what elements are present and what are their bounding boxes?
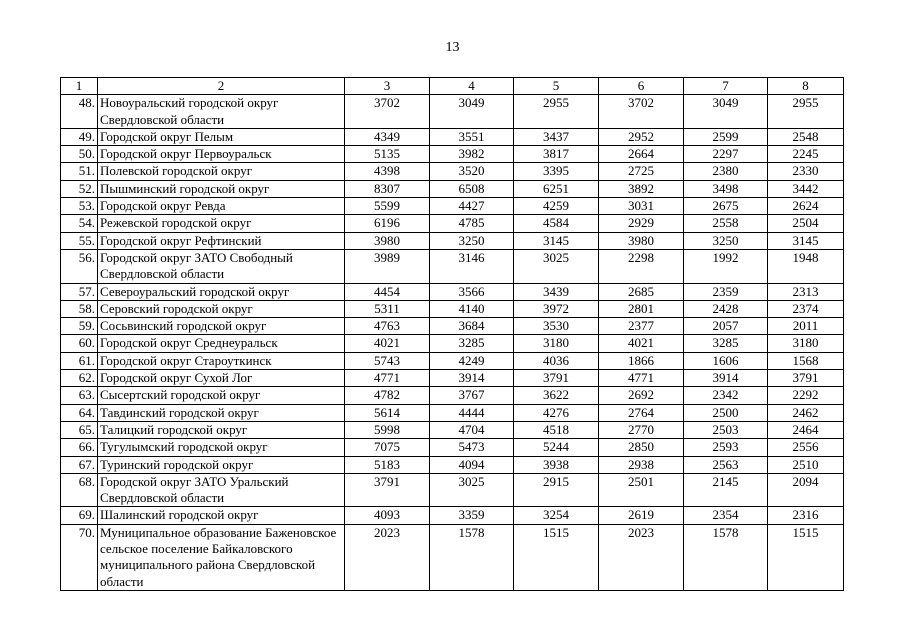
table-row: [61, 163, 844, 180]
value-cell: 2593: [684, 439, 768, 456]
value-cell: 3566: [430, 283, 514, 300]
municipality-name: Муниципальное образование Баженовское сельское поселение Байкаловского муниципального района Свердловской области: [98, 524, 345, 590]
table-row: [61, 439, 844, 456]
column-header: 8: [768, 78, 844, 95]
municipality-name: Городской округ Первоуральск: [98, 146, 345, 163]
row-number: 63.: [61, 387, 98, 404]
municipality-name: Сосьвинский городской округ: [98, 318, 345, 335]
row-number: 50.: [61, 146, 98, 163]
municipality-name: Городской округ Пелым: [98, 128, 345, 145]
value-cell: 2764: [599, 404, 684, 421]
municipality-name: Городской округ Рефтинский: [98, 232, 345, 249]
value-cell: 3791: [514, 370, 599, 387]
value-cell: 3439: [514, 283, 599, 300]
value-cell: 2380: [684, 163, 768, 180]
table-row: [61, 318, 844, 335]
municipality-name: Североуральский городской округ: [98, 283, 345, 300]
value-cell: 3285: [430, 335, 514, 352]
value-cell: 2354: [684, 507, 768, 524]
value-cell: 2501: [599, 473, 684, 507]
value-cell: 4249: [430, 352, 514, 369]
value-cell: 2313: [768, 283, 844, 300]
row-number: 64.: [61, 404, 98, 421]
municipality-name: Городской округ ЗАТО Свободный Свердловской области: [98, 249, 345, 283]
value-cell: 3892: [599, 180, 684, 197]
value-cell: 3031: [599, 198, 684, 215]
value-cell: 3250: [684, 232, 768, 249]
table-row: [61, 249, 844, 283]
value-cell: 2685: [599, 283, 684, 300]
value-cell: 2462: [768, 404, 844, 421]
value-cell: 4771: [345, 370, 430, 387]
municipality-name: Серовский городской округ: [98, 300, 345, 317]
value-cell: 3049: [430, 95, 514, 129]
value-cell: 2023: [599, 524, 684, 590]
row-number: 51.: [61, 163, 98, 180]
column-header: 7: [684, 78, 768, 95]
value-cell: 2504: [768, 215, 844, 232]
row-number: 48.: [61, 95, 98, 129]
value-cell: 2725: [599, 163, 684, 180]
column-header: 1: [61, 78, 98, 95]
value-cell: 2801: [599, 300, 684, 317]
municipality-name: Пышминский городской округ: [98, 180, 345, 197]
value-cell: 2374: [768, 300, 844, 317]
municipality-name: Полевской городской округ: [98, 163, 345, 180]
value-cell: 4444: [430, 404, 514, 421]
value-cell: 3702: [345, 95, 430, 129]
value-cell: 2023: [345, 524, 430, 590]
municipality-name: Режевской городской округ: [98, 215, 345, 232]
value-cell: 3551: [430, 128, 514, 145]
municipality-name: Городской округ Сухой Лог: [98, 370, 345, 387]
value-cell: 2500: [684, 404, 768, 421]
table-row: [61, 283, 844, 300]
value-cell: 3980: [345, 232, 430, 249]
value-cell: 2624: [768, 198, 844, 215]
row-number: 61.: [61, 352, 98, 369]
value-cell: 2245: [768, 146, 844, 163]
value-cell: 2011: [768, 318, 844, 335]
page-number: 13: [445, 40, 460, 55]
table-row: [61, 421, 844, 438]
row-number: 70.: [61, 524, 98, 590]
table-row: [61, 232, 844, 249]
table-row: [61, 300, 844, 317]
row-number: 55.: [61, 232, 98, 249]
table-row: [61, 524, 844, 590]
value-cell: 3622: [514, 387, 599, 404]
value-cell: 2619: [599, 507, 684, 524]
value-cell: 2297: [684, 146, 768, 163]
column-header: 5: [514, 78, 599, 95]
value-cell: 5183: [345, 456, 430, 473]
row-number: 68.: [61, 473, 98, 507]
value-cell: 2377: [599, 318, 684, 335]
row-number: 53.: [61, 198, 98, 215]
value-cell: 1606: [684, 352, 768, 369]
value-cell: 5135: [345, 146, 430, 163]
value-cell: 2556: [768, 439, 844, 456]
value-cell: 2316: [768, 507, 844, 524]
value-cell: 1578: [430, 524, 514, 590]
value-cell: 3254: [514, 507, 599, 524]
value-cell: 4704: [430, 421, 514, 438]
value-cell: 3520: [430, 163, 514, 180]
value-cell: 1578: [684, 524, 768, 590]
value-cell: 1948: [768, 249, 844, 283]
value-cell: 2145: [684, 473, 768, 507]
value-cell: 3702: [599, 95, 684, 129]
value-cell: 5599: [345, 198, 430, 215]
value-cell: 7075: [345, 439, 430, 456]
value-cell: 4276: [514, 404, 599, 421]
value-cell: 3982: [430, 146, 514, 163]
municipality-name: Тавдинский городской округ: [98, 404, 345, 421]
table-row: [61, 456, 844, 473]
table-row: [61, 128, 844, 145]
value-cell: 3684: [430, 318, 514, 335]
value-cell: 5311: [345, 300, 430, 317]
value-cell: 2955: [768, 95, 844, 129]
value-cell: 4036: [514, 352, 599, 369]
municipality-name: Туринский городской округ: [98, 456, 345, 473]
table-row: [61, 146, 844, 163]
table-body: [61, 95, 844, 591]
value-cell: 3359: [430, 507, 514, 524]
value-cell: 2675: [684, 198, 768, 215]
value-cell: 2558: [684, 215, 768, 232]
value-cell: 3025: [514, 249, 599, 283]
value-cell: 2342: [684, 387, 768, 404]
row-number: 69.: [61, 507, 98, 524]
value-cell: 3972: [514, 300, 599, 317]
value-cell: 2298: [599, 249, 684, 283]
table-row: [61, 507, 844, 524]
value-cell: 3180: [768, 335, 844, 352]
value-cell: 2692: [599, 387, 684, 404]
row-number: 62.: [61, 370, 98, 387]
value-cell: 2330: [768, 163, 844, 180]
value-cell: 4140: [430, 300, 514, 317]
value-cell: 2359: [684, 283, 768, 300]
value-cell: 3145: [514, 232, 599, 249]
table-row: [61, 473, 844, 507]
table-row: [61, 180, 844, 197]
value-cell: 4427: [430, 198, 514, 215]
municipality-name: Городской округ Староуткинск: [98, 352, 345, 369]
municipality-name: Новоуральский городской округ Свердловской области: [98, 95, 345, 129]
value-cell: 6196: [345, 215, 430, 232]
row-number: 54.: [61, 215, 98, 232]
value-cell: 4021: [345, 335, 430, 352]
municipality-name: Талицкий городской округ: [98, 421, 345, 438]
municipality-name: Сысертский городской округ: [98, 387, 345, 404]
row-number: 49.: [61, 128, 98, 145]
column-header: 2: [98, 78, 345, 95]
table-row: [61, 352, 844, 369]
table-row: [61, 387, 844, 404]
value-cell: 6251: [514, 180, 599, 197]
table-row: [61, 215, 844, 232]
value-cell: 3146: [430, 249, 514, 283]
value-cell: 3025: [430, 473, 514, 507]
value-cell: 2057: [684, 318, 768, 335]
row-number: 65.: [61, 421, 98, 438]
municipality-name: Городской округ Ревда: [98, 198, 345, 215]
value-cell: 4259: [514, 198, 599, 215]
row-number: 57.: [61, 283, 98, 300]
value-cell: 4782: [345, 387, 430, 404]
value-cell: 3395: [514, 163, 599, 180]
value-cell: 2952: [599, 128, 684, 145]
value-cell: 8307: [345, 180, 430, 197]
value-cell: 4785: [430, 215, 514, 232]
value-cell: 1568: [768, 352, 844, 369]
value-cell: 2428: [684, 300, 768, 317]
value-cell: 2599: [684, 128, 768, 145]
value-cell: 3791: [768, 370, 844, 387]
value-cell: 2938: [599, 456, 684, 473]
value-cell: 4763: [345, 318, 430, 335]
municipality-name: Городской округ Среднеуральск: [98, 335, 345, 352]
value-cell: 3145: [768, 232, 844, 249]
row-number: 66.: [61, 439, 98, 456]
value-cell: 2929: [599, 215, 684, 232]
value-cell: 2770: [599, 421, 684, 438]
value-cell: 3049: [684, 95, 768, 129]
row-number: 52.: [61, 180, 98, 197]
column-header: 6: [599, 78, 684, 95]
column-header: 3: [345, 78, 430, 95]
value-cell: 5614: [345, 404, 430, 421]
value-cell: 4021: [599, 335, 684, 352]
value-cell: 1992: [684, 249, 768, 283]
value-cell: 5743: [345, 352, 430, 369]
value-cell: 3250: [430, 232, 514, 249]
value-cell: 4518: [514, 421, 599, 438]
value-cell: 2510: [768, 456, 844, 473]
value-cell: 3817: [514, 146, 599, 163]
data-table: [60, 77, 844, 591]
value-cell: 1515: [768, 524, 844, 590]
value-cell: 5998: [345, 421, 430, 438]
value-cell: 3285: [684, 335, 768, 352]
value-cell: 3437: [514, 128, 599, 145]
row-number: 58.: [61, 300, 98, 317]
table-row: [61, 198, 844, 215]
value-cell: 4584: [514, 215, 599, 232]
value-cell: 6508: [430, 180, 514, 197]
value-cell: 1515: [514, 524, 599, 590]
value-cell: 3791: [345, 473, 430, 507]
value-cell: 2548: [768, 128, 844, 145]
value-cell: 4094: [430, 456, 514, 473]
value-cell: 3980: [599, 232, 684, 249]
value-cell: 4454: [345, 283, 430, 300]
value-cell: 5244: [514, 439, 599, 456]
value-cell: 3530: [514, 318, 599, 335]
value-cell: 5473: [430, 439, 514, 456]
municipality-name: Тугулымский городской округ: [98, 439, 345, 456]
table-row: [61, 95, 844, 129]
value-cell: 3498: [684, 180, 768, 197]
value-cell: 4771: [599, 370, 684, 387]
value-cell: 2850: [599, 439, 684, 456]
value-cell: 2664: [599, 146, 684, 163]
value-cell: 4349: [345, 128, 430, 145]
value-cell: 4398: [345, 163, 430, 180]
row-number: 59.: [61, 318, 98, 335]
value-cell: 3938: [514, 456, 599, 473]
value-cell: 2094: [768, 473, 844, 507]
row-number: 56.: [61, 249, 98, 283]
row-number: 60.: [61, 335, 98, 352]
column-header: 4: [430, 78, 514, 95]
value-cell: 1866: [599, 352, 684, 369]
value-cell: 3914: [430, 370, 514, 387]
value-cell: 3180: [514, 335, 599, 352]
value-cell: 3914: [684, 370, 768, 387]
table-row: [61, 335, 844, 352]
value-cell: 2563: [684, 456, 768, 473]
municipality-name: Шалинский городской округ: [98, 507, 345, 524]
value-cell: 2955: [514, 95, 599, 129]
row-number: 67.: [61, 456, 98, 473]
header-row: [61, 78, 844, 95]
table-row: [61, 370, 844, 387]
value-cell: 3767: [430, 387, 514, 404]
value-cell: 2915: [514, 473, 599, 507]
value-cell: 2503: [684, 421, 768, 438]
municipality-name: Городской округ ЗАТО Уральский Свердловской области: [98, 473, 345, 507]
value-cell: 3442: [768, 180, 844, 197]
value-cell: 4093: [345, 507, 430, 524]
value-cell: 3989: [345, 249, 430, 283]
table-row: [61, 404, 844, 421]
value-cell: 2464: [768, 421, 844, 438]
value-cell: 2292: [768, 387, 844, 404]
